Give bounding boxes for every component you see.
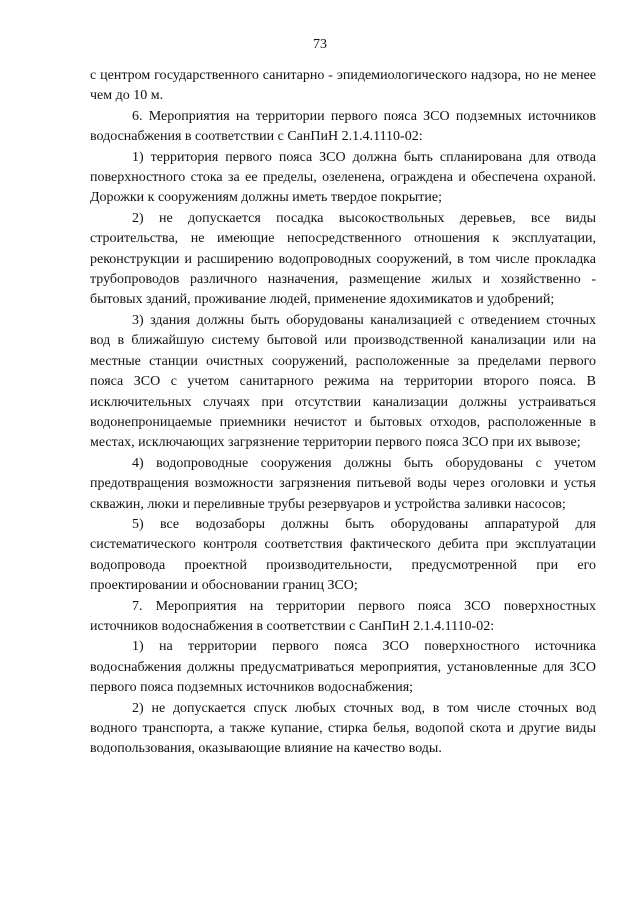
page-number: 73: [313, 37, 327, 52]
paragraph-subitem-6-3: 3) здания должны быть оборудованы канализацией с отведением сточных вод в ближайшую систему бытовой или производственной канализации или на местные станции очистных сооружений, расположенные за пределами первого пояса ЗСО с учетом санитарного режима на территории второго пояса. В исключительных случаях при отсутствии канализации должны устраиваться водонепроницаемые приемники нечистот и бытовых отходов, расположенные в местах, исключающих загрязнение территории первого пояса ЗСО при их вывозе;: [90, 312, 596, 451]
paragraph-subitem-7-2: 2) не допускается спуск любых сточных вод, в том числе сточных вод водного транспорта, а также купание, стирка белья, водопой скота и другие виды водопользования, оказывающие влияние на качество воды.: [90, 700, 596, 757]
paragraph-continuation: с центром государственного санитарно - эпидемиологического надзора, но не менее чем до 10 м.: [90, 68, 596, 104]
paragraph-subitem-6-5: 5) все водозаборы должны быть оборудованы аппаратурой для систематического контроля соответствия фактического дебита при эксплуатации водопровода проектной производительности, предусмотренной при его проектировании и обосновании границ ЗСО;: [90, 516, 596, 594]
paragraph-subitem-6-2: 2) не допускается посадка высокоствольных деревьев, все виды строительства, не имеющие непосредственного отношения к эксплуатации, реконструкции и расширению водопроводных сооружений, в том числе прокладка трубопроводов различного назначения, размещение жилых и хозяйственно - бытовых зданий, проживание людей, применение ядохимикатов и удобрений;: [90, 210, 596, 308]
paragraph-subitem-6-1: 1) территория первого пояса ЗСО должна быть спланирована для отвода поверхностного стока за ее пределы, озеленена, ограждена и обеспечена охраной. Дорожки к сооружениям должны иметь твердое покрытие;: [90, 149, 596, 206]
paragraph-item-7: 7. Мероприятия на территории первого пояса ЗСО поверхностных источников водоснабжения в соответствии с СанПиН 2.1.4.1110-02:: [90, 598, 596, 634]
paragraph-subitem-7-1: 1) на территории первого пояса ЗСО поверхностного источника водоснабжения должны предусматриваться мероприятия, установленные для ЗСО первого пояса подземных источников водоснабжения;: [90, 639, 596, 696]
paragraph-item-6: 6. Мероприятия на территории первого пояса ЗСО подземных источников водоснабжения в соответствии с СанПиН 2.1.4.1110-02:: [90, 108, 596, 145]
document-body: [90, 66, 596, 760]
paragraph-subitem-6-4: 4) водопроводные сооружения должны быть оборудованы с учетом предотвращения возможности загрязнения питьевой воды через оголовки и устья скважин, люки и переливные трубы резервуаров и устройства заливки насосов;: [90, 455, 596, 512]
